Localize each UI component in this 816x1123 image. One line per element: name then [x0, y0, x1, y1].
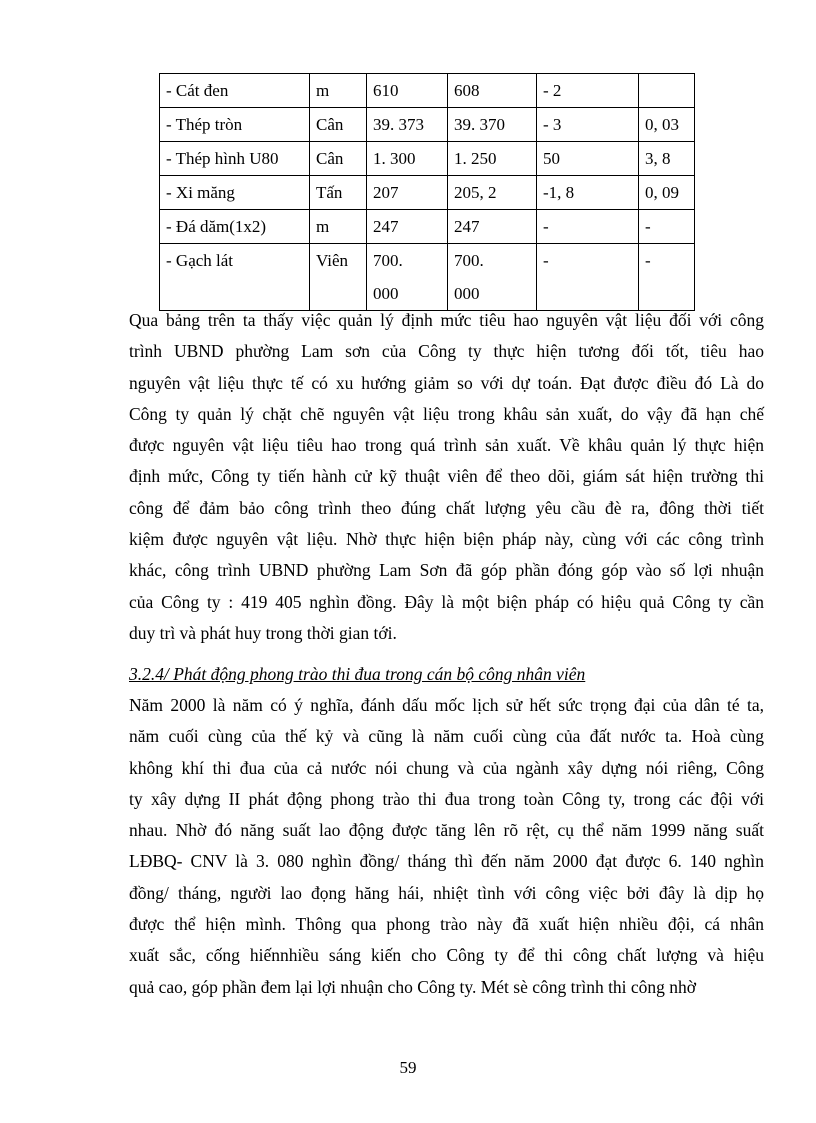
table-row	[160, 176, 695, 210]
text-line: Năm 2000 là năm có ý nghĩa, đánh dấu mốc lịch sử hết sức trọng đại của dân té ta,	[129, 695, 764, 715]
table-cell: 247	[448, 210, 537, 244]
table-cell: 0, 09	[639, 176, 695, 210]
table-cell: - Thép hình U80	[160, 142, 310, 176]
text-line: được nguyên vật liệu tiêu hao trong quá trình sản xuất. Về khâu quản lý thực hiện	[129, 435, 764, 456]
table-cell: - Đá dăm(1x2)	[160, 210, 310, 244]
table-cell: -	[537, 244, 639, 311]
table-cell: 0, 03	[639, 108, 695, 142]
table-cell: -	[639, 244, 695, 311]
materials-table	[159, 73, 695, 311]
text-line: năm cuối cùng của thế kỷ và cũng là năm cuối cùng của đất nước ta. Hoà cùng	[129, 726, 764, 747]
text-line: kiệm được nguyên vật liệu. Nhờ thực hiện biện pháp này, cùng với các công trình	[129, 529, 764, 550]
text-line: được thể hiện mình. Thông qua phong trào này đã xuất hiện nhiều đội, cá nhân	[129, 914, 764, 935]
table-cell: - Thép tròn	[160, 108, 310, 142]
table-cell: 1. 250	[448, 142, 537, 176]
text-line: trình UBND phường Lam sơn của Công ty thực hiện tương đối tốt, tiêu hao	[129, 341, 764, 362]
table-cell	[639, 74, 695, 108]
table-cell: 608	[448, 74, 537, 108]
table-cell: 247	[367, 210, 448, 244]
table-cell: 207	[367, 176, 448, 210]
text-line: định mức, Công ty tiến hành cử kỹ thuật viên để theo dõi, giám sát hiện trường thi	[129, 466, 764, 487]
text-line: nguyên vật liệu thực tế có xu hướng giảm so với dự toán. Đạt được điều đó Là do	[129, 372, 764, 393]
table-row	[160, 142, 695, 176]
table-cell: Cân	[310, 108, 367, 142]
table-cell: -	[537, 210, 639, 244]
table-cell: 3, 8	[639, 142, 695, 176]
table-cell: - Gạch lát	[160, 244, 310, 311]
text-line: nhau. Nhờ đó năng suất lao động được tăng lên rõ rệt, cụ thể năm 1999 năng suất	[129, 820, 764, 841]
text-line: duy trì và phát huy trong thời gian tới.	[129, 622, 397, 643]
table-row	[160, 74, 695, 108]
table-cell: 205, 2	[448, 176, 537, 210]
table-row	[160, 210, 695, 244]
table-cell: 700. 000	[367, 244, 448, 311]
text-line: không khí thi đua của cả nước nói chung và của ngành xây dựng nói riêng, Công	[129, 757, 764, 778]
text-line: Công ty quản lý chặt chẽ nguyên vật liệu trong khâu sản xuất, do vậy đã hạn chế	[129, 403, 764, 424]
text-line: đồng/ tháng, người lao đọng hăng hái, nhiệt tình với công việc bởi đây là dịp họ	[129, 882, 764, 903]
table-cell: Cân	[310, 142, 367, 176]
section-heading: 3.2.4/ Phát động phong trào thi đua trong cán bộ công nhân viên	[129, 664, 586, 684]
page-number: 59	[399, 1058, 417, 1077]
table-cell: 1. 300	[367, 142, 448, 176]
table-cell: Viên	[310, 244, 367, 311]
table-cell: -1, 8	[537, 176, 639, 210]
table-cell: 39. 370	[448, 108, 537, 142]
text-line: xuất sắc, cống hiếnnhiều sáng kiến cho Công ty để thi công chất lượng và hiệu	[129, 945, 764, 966]
text-line: quả cao, góp phần đem lại lợi nhuận cho Công ty. Mét sè công trình thi công nhờ	[129, 976, 697, 997]
table-cell: -	[639, 210, 695, 244]
table-row	[160, 108, 695, 142]
table-cell: - Xi măng	[160, 176, 310, 210]
text-line: của Công ty : 419 405 nghìn đồng. Đây là một biện pháp có hiệu quả Công ty cần	[129, 591, 764, 612]
table-cell: 50	[537, 142, 639, 176]
table-cell: m	[310, 74, 367, 108]
table-row	[160, 244, 695, 311]
table-cell: 39. 373	[367, 108, 448, 142]
table-cell: - 2	[537, 74, 639, 108]
text-line: LĐBQ- CNV là 3. 080 nghìn đồng/ tháng thì đến năm 2000 đạt được 6. 140 nghìn	[129, 851, 764, 872]
table-cell: 700. 000	[448, 244, 537, 311]
table-cell: - Cát đen	[160, 74, 310, 108]
text-line: khác, công trình UBND phường Lam Sơn đã góp phần đóng góp vào số lợi nhuận	[129, 560, 764, 581]
text-line: công để đảm bảo công trình theo đúng chất lượng yêu cầu đè ra, đông thời tiết	[129, 497, 764, 518]
table-cell: m	[310, 210, 367, 244]
table-cell: 610	[367, 74, 448, 108]
text-line: ty xây dựng II phát động phong trào thi đua trong toàn Công ty, trong các đội với	[129, 788, 764, 809]
paragraph-emulation-movement	[129, 690, 764, 1003]
table-cell: Tấn	[310, 176, 367, 210]
text-line: Qua bảng trên ta thấy việc quản lý định mức tiêu hao nguyên vật liệu đối với công	[129, 310, 764, 330]
materials-table-body	[160, 74, 695, 311]
paragraph-analysis	[129, 305, 764, 649]
table-cell: - 3	[537, 108, 639, 142]
